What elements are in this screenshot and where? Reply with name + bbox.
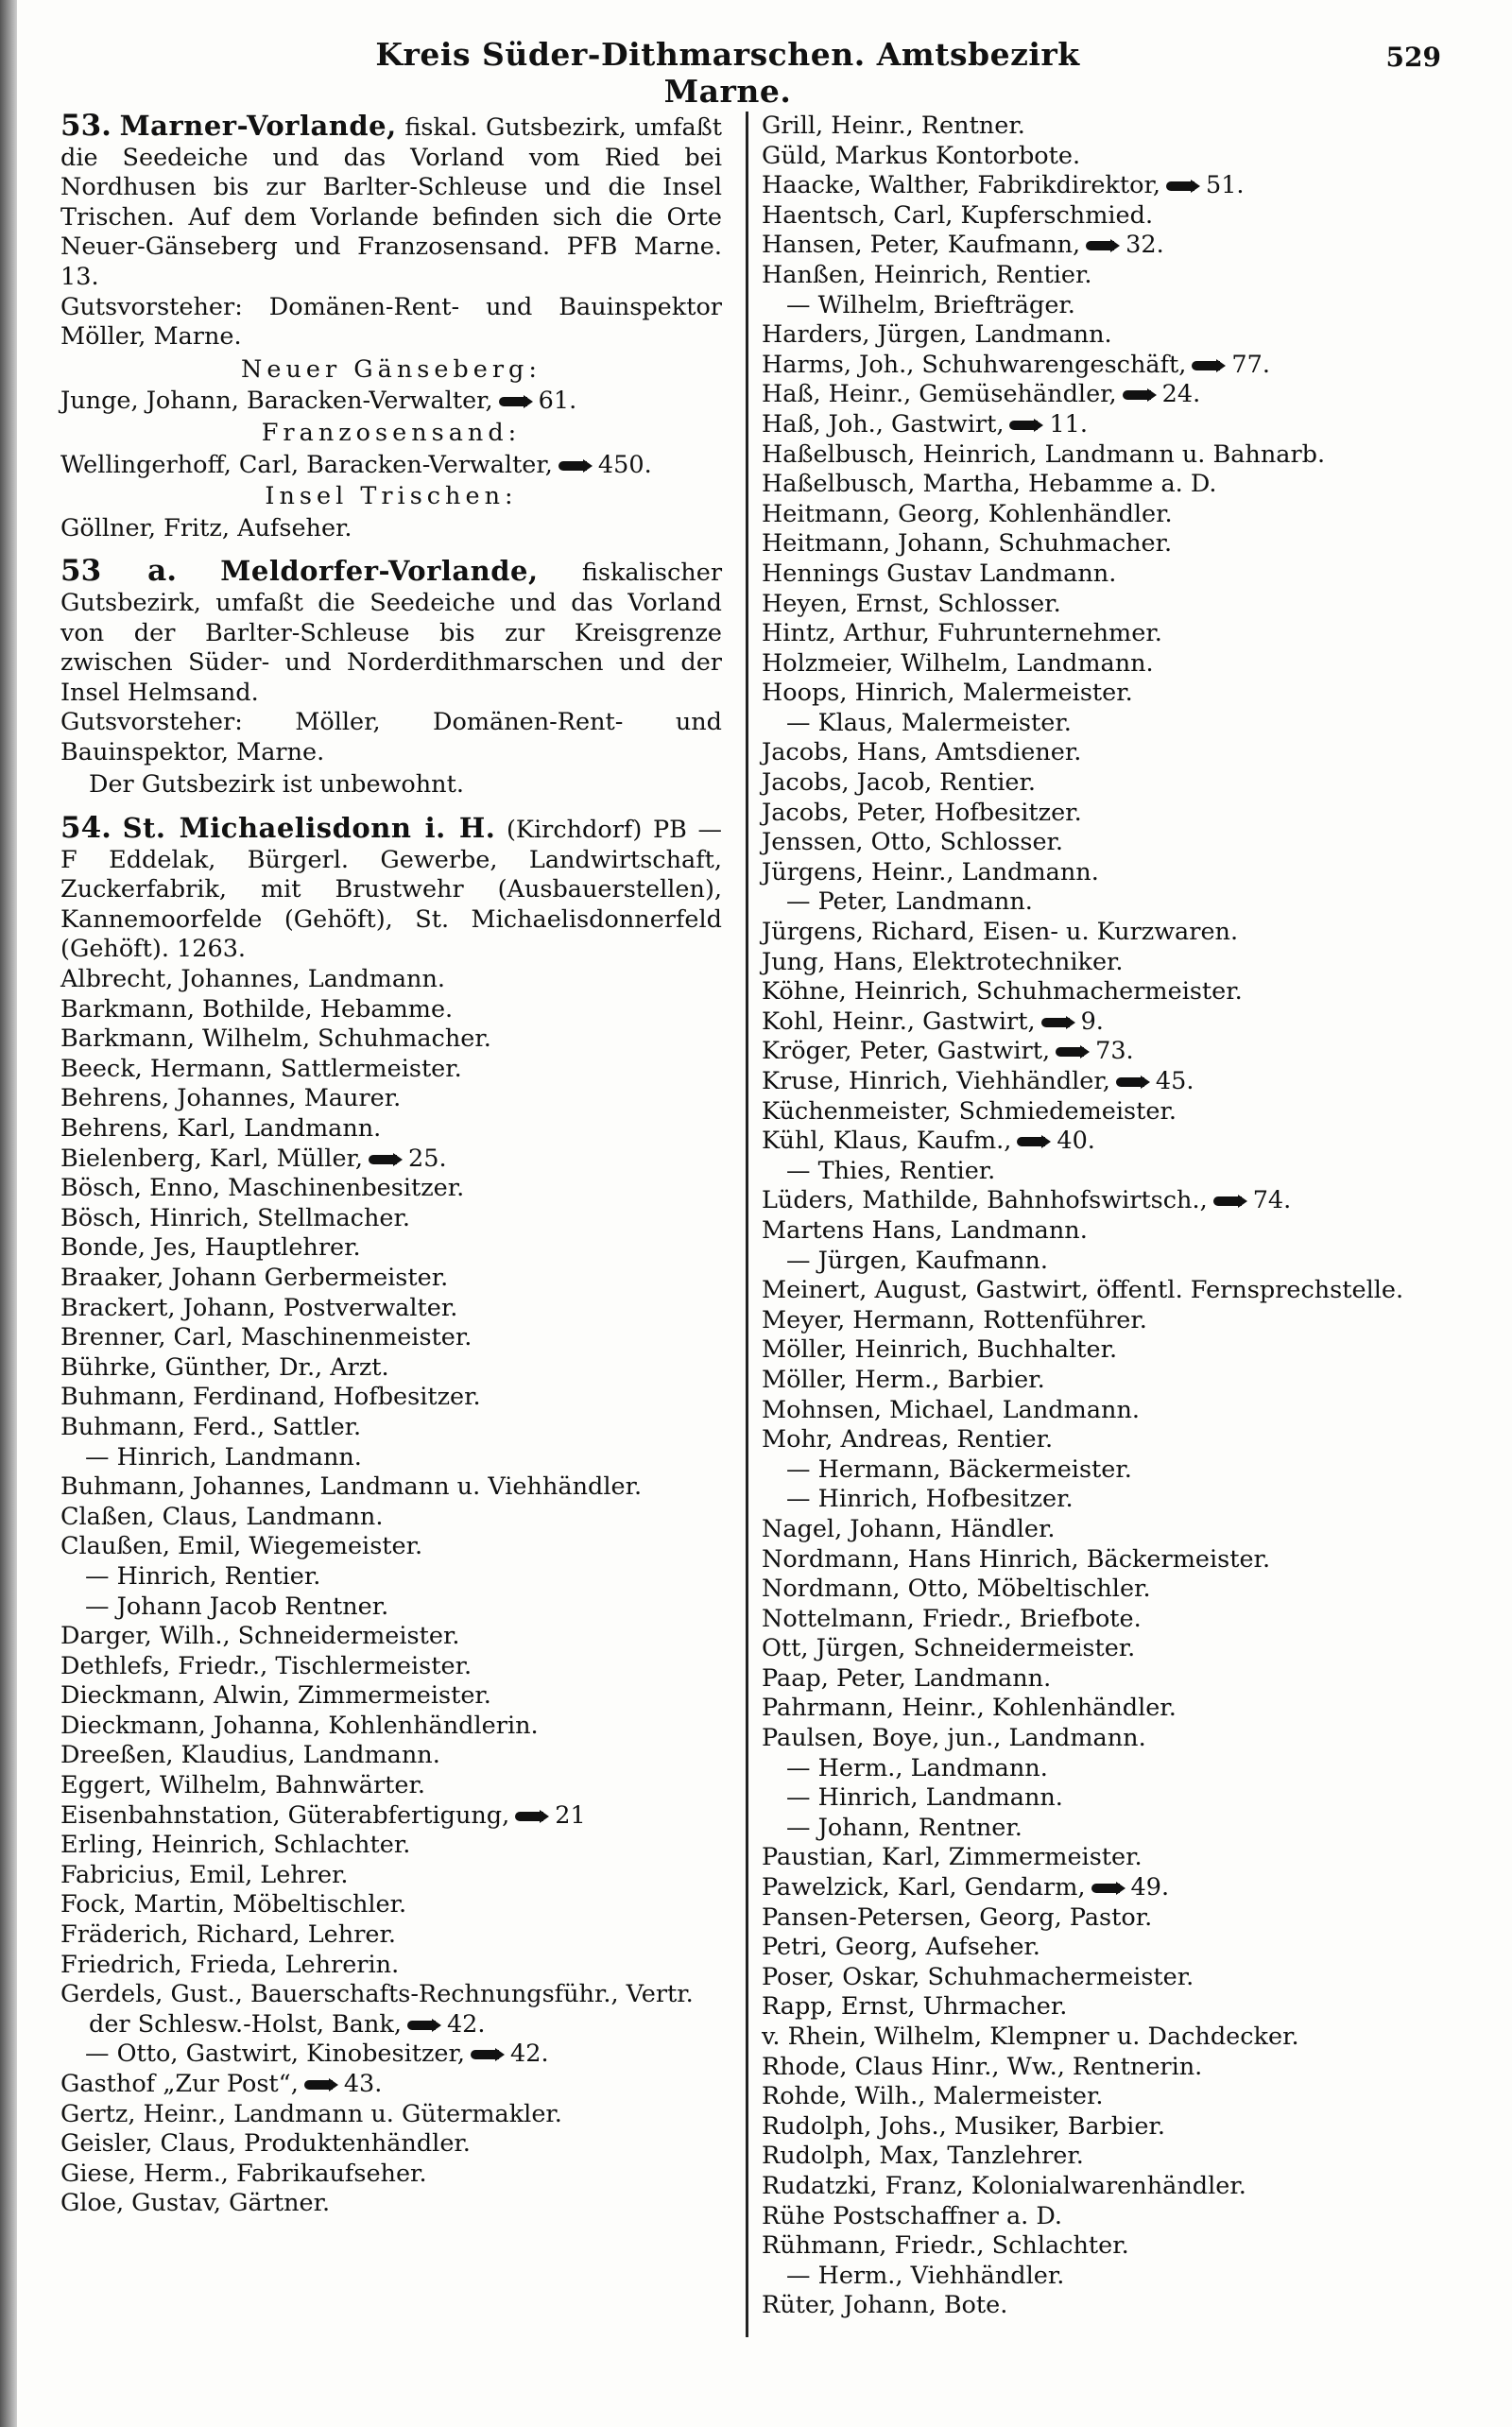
list-item — [762, 619, 1414, 649]
telephone-icon — [1166, 180, 1200, 193]
entry-text: Harms, Joh., Schuhwarengeschäft, — [762, 350, 1187, 379]
telephone-icon — [1091, 1882, 1125, 1895]
list-item — [762, 1366, 1414, 1396]
list-item — [762, 1903, 1414, 1934]
entry-text: Rohde, Wilh., Malermeister. — [762, 2082, 1104, 2111]
entry-text: — Herm., Viehhändler. — [786, 2261, 1065, 2290]
section-description: (Kirchdorf) PB — F Eddelak, Bürgerl. Gewerbe, Landwirtschaft, Zuckerfabrik, mit Brustwehr (Ausbauerstellen), Kannemoorfelde (Gehöft), St. Michaelisdonnerfeld (Gehöft). 1263. — [60, 816, 722, 964]
entry-text: Paap, Peter, Landmann. — [762, 1663, 1052, 1693]
scan-edge — [0, 0, 17, 2427]
entry-text: Dreeßen, Klaudius, Landmann. — [60, 1741, 440, 1770]
list-item — [60, 1443, 722, 1473]
list-item — [60, 1801, 722, 1832]
telephone-icon — [1123, 388, 1157, 402]
list-item — [762, 470, 1414, 500]
list-item — [762, 1754, 1414, 1784]
list-item — [762, 1186, 1414, 1216]
section-name: Meldorfer-Vorlande, — [220, 555, 539, 588]
entry-text: Bührke, Günther, Dr., Arzt. — [60, 1352, 389, 1382]
list-item — [762, 410, 1414, 440]
entry-text: Harders, Jürgen, Landmann. — [762, 320, 1112, 350]
list-item — [762, 291, 1414, 321]
entry-text: Gerdels, Gust., Bauerschafts-Rechnungsführ., Vertr. der Schlesw.-Holst, Bank, — [60, 1980, 694, 2039]
entry-text: Kröger, Peter, Gastwirt, — [762, 1037, 1051, 1066]
list-item — [60, 1174, 722, 1204]
entry-text: Hennings Gustav Landmann. — [762, 559, 1117, 588]
entry-text: — Johann, Rentner. — [786, 1813, 1022, 1842]
telephone-icon — [1086, 239, 1120, 252]
list-item — [762, 918, 1414, 948]
entry-text: Jung, Hans, Elektrotechniker. — [762, 947, 1124, 976]
list-item — [762, 2231, 1414, 2262]
entry-text: Claßen, Claus, Landmann. — [60, 1502, 384, 1531]
entry-text: Friedrich, Frieda, Lehrerin. — [60, 1950, 400, 1979]
entry-text: Bielenberg, Karl, Müller, — [60, 1144, 364, 1173]
entry-text: Eisenbahnstation, Güterabfertigung, — [60, 1800, 510, 1830]
entry-text: Meyer, Hermann, Rottenführer. — [762, 1305, 1147, 1334]
telephone-number: 21 — [555, 1800, 586, 1830]
list-item — [60, 1741, 722, 1771]
entry-text: Nagel, Johann, Händler. — [762, 1514, 1056, 1543]
list-item — [762, 1127, 1414, 1157]
entry-text: Claußen, Emil, Wiegemeister. — [60, 1532, 423, 1561]
list-item — [60, 1532, 722, 1562]
telephone-icon — [407, 2019, 441, 2032]
list-item — [762, 1933, 1414, 1963]
entry-text: Kohl, Heinr., Gastwirt, — [762, 1007, 1036, 1036]
entry-text: Buhmann, Johannes, Landmann u. Viehhändler. — [60, 1472, 643, 1502]
list-item — [762, 529, 1414, 559]
list-item — [762, 1097, 1414, 1127]
list-item — [762, 380, 1414, 410]
entry-text: Poser, Oskar, Schuhmachermeister. — [762, 1962, 1194, 1991]
entry-text: Dieckmann, Johanna, Kohlenhändlerin. — [60, 1711, 539, 1740]
list-item — [60, 2100, 722, 2130]
entry-text: Geisler, Claus, Produktenhändler. — [60, 2129, 471, 2159]
entry-text: Behrens, Karl, Landmann. — [60, 1114, 382, 1143]
entry-text: Giese, Herm., Fabrikaufseher. — [60, 2159, 427, 2188]
list-item — [60, 1055, 722, 1085]
list-item — [60, 1771, 722, 1801]
entry-text: Behrens, Johannes, Maurer. — [60, 1084, 402, 1113]
telephone-number: 40. — [1057, 1127, 1095, 1156]
entry-text: — Herm., Landmann. — [786, 1753, 1048, 1782]
telephone-number: 25. — [408, 1144, 447, 1173]
entry-text: Gasthof „Zur Post“, — [60, 2070, 299, 2098]
page-number: 529 — [1385, 42, 1441, 73]
list-item — [60, 1980, 722, 2040]
telephone-number: 74. — [1252, 1186, 1292, 1215]
entry-text: Hintz, Arthur, Fuhrunternehmer. — [762, 619, 1162, 648]
list-item — [762, 1873, 1414, 1903]
list-item — [762, 320, 1414, 351]
resident-list-left — [60, 965, 722, 2219]
list-item — [762, 112, 1414, 142]
entry-text: Fock, Martin, Möbeltischler. — [60, 1890, 407, 1919]
entry-text: Rühmann, Friedr., Schlachter. — [762, 2231, 1129, 2261]
list-item — [762, 2172, 1414, 2202]
entry-text: v. Rhein, Wilhelm, Klempner u. Dachdecker. — [762, 2022, 1299, 2051]
list-item — [60, 1503, 722, 1533]
list-item — [762, 1963, 1414, 1993]
list-item — [762, 1306, 1414, 1336]
entry-text: Rudolph, Johs., Musiker, Barbier. — [762, 2111, 1165, 2141]
list-item — [60, 1592, 722, 1623]
list-item — [762, 1037, 1414, 1067]
section-description: fiskal. Gutsbezirk, umfaßt die Seedeiche und das Vorland vom Ried bei Nordhusen bis zur Barlter-Schleuse und die Insel Trischen. Auf dem Vorlande befinden sich die Orte Neuer-Gänseberg und Franzosensand. PFB Marne. 13. — [60, 113, 722, 291]
entry-text: Dieckmann, Alwin, Zimmermeister. — [60, 1681, 491, 1711]
list-item — [762, 171, 1414, 201]
list-item — [762, 1575, 1414, 1605]
place-label-neuer-gaenseberg: Neuer Gänseberg: — [241, 354, 541, 384]
entry-text: Bösch, Hinrich, Stellmacher. — [60, 1203, 410, 1232]
list-item — [762, 1067, 1414, 1097]
entry-text: Köhne, Heinrich, Schuhmachermeister. — [762, 977, 1243, 1007]
list-item — [60, 1472, 722, 1503]
list-item — [60, 995, 722, 1025]
telephone-icon — [1056, 1045, 1090, 1059]
section-name: St. Michaelisdonn i. H. — [122, 812, 496, 845]
list-item — [60, 1353, 722, 1384]
entry-text: Brackert, Johann, Postverwalter. — [60, 1293, 458, 1322]
entry-text: Güld, Markus Kontorbote. — [762, 141, 1081, 170]
left-column — [60, 109, 723, 2219]
entry-text: Kühl, Klaus, Kaufm., — [762, 1127, 1012, 1156]
entry-text: Rudatzki, Franz, Kolonialwarenhändler. — [762, 2171, 1246, 2200]
right-column — [762, 112, 1414, 2321]
list-item — [762, 1425, 1414, 1455]
entry-text: Heitmann, Georg, Kohlenhändler. — [762, 499, 1173, 528]
list-item — [762, 559, 1414, 590]
entry-text: Haß, Joh., Gastwirt, — [762, 409, 1005, 439]
entry-text: Dethlefs, Friedr., Tischlermeister. — [60, 1651, 472, 1680]
list-item — [762, 590, 1414, 620]
section-number: 53. — [60, 109, 112, 143]
telephone-icon — [1009, 419, 1043, 432]
list-item — [762, 2202, 1414, 2232]
list-item — [762, 977, 1414, 1007]
entry-text: Mohnsen, Michael, Landmann. — [762, 1395, 1140, 1424]
entry-text: Buhmann, Ferdinand, Hofbesitzer. — [60, 1383, 481, 1412]
entry-text: Paustian, Karl, Zimmermeister. — [762, 1843, 1143, 1872]
entry-text: Braaker, Johann Gerbermeister. — [60, 1263, 449, 1292]
list-item — [762, 1247, 1414, 1277]
list-item — [762, 1455, 1414, 1486]
entry-text: Nottelmann, Friedr., Briefbote. — [762, 1604, 1142, 1633]
list-item — [762, 1396, 1414, 1426]
section-number: 53 a. — [60, 554, 177, 589]
entry-text: Jürgens, Richard, Eisen- u. Kurzwaren. — [762, 918, 1239, 947]
list-item — [762, 1843, 1414, 1873]
entry-text: Haentsch, Carl, Kupferschmied. — [762, 200, 1154, 230]
list-item — [60, 1712, 722, 1742]
list-item — [762, 768, 1414, 799]
telephone-number: 73. — [1095, 1037, 1134, 1066]
telephone-icon — [558, 459, 593, 473]
list-item — [60, 2189, 722, 2219]
list-item — [762, 2022, 1414, 2053]
telephone-number: 77. — [1231, 350, 1270, 379]
entry-text: Kruse, Hinrich, Viehhändler, — [762, 1067, 1110, 1095]
list-item — [762, 887, 1414, 918]
entry-text: Holzmeier, Wilhelm, Landmann. — [762, 648, 1154, 678]
list-item — [60, 1145, 722, 1175]
telephone-number: 9. — [1080, 1007, 1104, 1036]
entry-text: Hanßen, Heinrich, Rentier. — [762, 260, 1092, 289]
entry-text: Barkmann, Wilhelm, Schuhmacher. — [60, 1024, 491, 1054]
list-item — [762, 1007, 1414, 1038]
list-item: Göllner, Fritz, Aufseher. — [60, 513, 352, 542]
gutsvorsteher-53: Gutsvorsteher: Domänen-Rent- und Bauinspektor Möller, Marne. — [60, 292, 722, 352]
list-item — [60, 1920, 722, 1951]
list-item — [762, 2262, 1414, 2292]
list-item — [762, 1992, 1414, 2022]
telephone-number: 51. — [1205, 171, 1245, 200]
list-item — [60, 2129, 722, 2160]
entry-text: Heitmann, Johann, Schuhmacher. — [762, 529, 1173, 559]
entry-text: Beeck, Hermann, Sattlermeister. — [60, 1054, 462, 1083]
entry-text: — Hinrich, Landmann. — [786, 1783, 1063, 1813]
entry-text: Grill, Heinr., Rentner. — [762, 112, 1025, 140]
section-53a — [60, 554, 723, 708]
telephone-icon — [1213, 1195, 1247, 1208]
entry-text: Buhmann, Ferd., Sattler. — [60, 1412, 362, 1441]
list-item — [762, 201, 1414, 232]
list-item — [762, 679, 1414, 709]
entry-text: — Peter, Landmann. — [786, 887, 1033, 917]
entry-text: Jacobs, Jacob, Rentier. — [762, 768, 1036, 798]
list-item — [762, 142, 1414, 172]
entry-text: — Thies, Rentier. — [786, 1156, 996, 1185]
list-item — [60, 1204, 722, 1234]
list-item — [60, 1323, 722, 1353]
entry-text: Brenner, Carl, Maschinenmeister. — [60, 1323, 472, 1352]
entry-text: Jürgens, Heinr., Landmann. — [762, 857, 1099, 886]
list-item — [762, 828, 1414, 858]
list-item — [762, 709, 1414, 739]
list-item — [60, 1951, 722, 1981]
entry-text: Rhode, Claus Hinr., Ww., Rentnerin. — [762, 2052, 1203, 2081]
list-item — [762, 948, 1414, 978]
list-item — [762, 2112, 1414, 2143]
resident-list-right — [762, 112, 1414, 2321]
telephone-icon — [1116, 1076, 1150, 1089]
entry-text: Rudolph, Max, Tanzlehrer. — [762, 2142, 1084, 2171]
list-item — [762, 1634, 1414, 1664]
entry-text: Rühe Postschaffner a. D. — [762, 2201, 1063, 2230]
place-label-insel-trischen: Insel Trischen: — [265, 482, 518, 511]
entry-text: Fräderich, Richard, Lehrer. — [60, 1920, 396, 1950]
list-item — [762, 500, 1414, 530]
list-item — [60, 1622, 722, 1652]
entry-text: Mohr, Andreas, Rentier. — [762, 1425, 1054, 1454]
telephone-icon — [1017, 1135, 1051, 1148]
entry-text: Heyen, Ernst, Schlosser. — [762, 589, 1061, 618]
entry-text: Haß, Heinr., Gemüsehändler, — [762, 380, 1117, 409]
telephone-icon — [1192, 359, 1226, 372]
running-head: Kreis Süder-Dithmarschen. Amtsbezirk Marne. — [375, 36, 1080, 110]
list-item — [60, 2070, 722, 2100]
list-item — [60, 1114, 722, 1145]
list-item — [60, 1024, 722, 1055]
list-item — [762, 2142, 1414, 2172]
entry-text: Fabricius, Emil, Lehrer. — [60, 1860, 349, 1889]
entry-text: Möller, Herm., Barbier. — [762, 1365, 1045, 1394]
telephone-number: 11. — [1049, 409, 1088, 439]
list-item — [60, 1681, 722, 1712]
list-item — [60, 1383, 722, 1413]
entry-text: — Johann Jacob Rentner. — [85, 1592, 389, 1621]
entry-text: Möller, Heinrich, Buchhalter. — [762, 1335, 1118, 1365]
telephone-number: 32. — [1125, 231, 1164, 260]
entry-text: — Wilhelm, Briefträger. — [786, 290, 1075, 319]
list-item — [60, 1413, 722, 1443]
list-item — [762, 1814, 1414, 1844]
gutsvorsteher-53a: Gutsvorsteher: Möller, Domänen-Rent- und Bauinspektor, Marne. — [60, 708, 722, 766]
list-item — [762, 1694, 1414, 1724]
entry-text: Pahrmann, Heinr., Kohlenhändler. — [762, 1694, 1177, 1723]
list-item — [762, 1783, 1414, 1814]
section-description: fiskalischer Gutsbezirk, umfaßt die Seedeiche und das Vorland von der Barlter-Schleuse bis zur Kreisgrenze zwischen Süder- und Norderdithmarschen und der Insel Helmsand. — [60, 559, 723, 707]
entry-text: Haacke, Walther, Fabrikdirektor, — [762, 171, 1160, 200]
entry-text: Küchenmeister, Schmiedemeister. — [762, 1096, 1177, 1126]
section-name: Marner-Vorlande, — [119, 110, 397, 142]
entry-text: Nordmann, Hans Hinrich, Bäckermeister. — [762, 1544, 1271, 1574]
entry-text: Hoops, Hinrich, Malermeister. — [762, 679, 1133, 708]
entry-text: Ott, Jürgen, Schneidermeister. — [762, 1634, 1136, 1663]
list-item — [762, 1335, 1414, 1366]
entry-text: — Otto, Gastwirt, Kinobesitzer, — [85, 2040, 466, 2069]
list-item — [762, 1276, 1414, 1306]
entry-text: Martens Hans, Landmann. — [762, 1215, 1088, 1245]
entry-text: — Hinrich, Rentier. — [85, 1561, 321, 1591]
list-item — [60, 1652, 722, 1682]
entry-text: Jacobs, Hans, Amtsdiener. — [762, 738, 1082, 767]
entry-text: Haßelbusch, Heinrich, Landmann u. Bahnarb. — [762, 439, 1326, 469]
entry-text: — Klaus, Malermeister. — [786, 708, 1072, 737]
entry-text: Gertz, Heinr., Landmann u. Gütermakler. — [60, 2099, 562, 2128]
list-item — [762, 1724, 1414, 1754]
entry-text: Rapp, Ernst, Uhrmacher. — [762, 1992, 1068, 2022]
list-item — [762, 2082, 1414, 2112]
entry-text: Paulsen, Boye, jun., Landmann. — [762, 1724, 1146, 1753]
entry-text: — Hinrich, Landmann. — [85, 1442, 362, 1472]
entry-text: Pawelzick, Karl, Gendarm, — [762, 1873, 1086, 1902]
entry-text: Petri, Georg, Aufseher. — [762, 1933, 1040, 1962]
entry-text: Lüders, Mathilde, Bahnhofswirtsch., — [762, 1186, 1208, 1215]
entry-text: Barkmann, Bothilde, Hebamme. — [60, 994, 454, 1024]
telephone-number: 24. — [1161, 380, 1201, 409]
list-item — [60, 2040, 722, 2070]
list-item — [60, 1562, 722, 1592]
entry-text: — Hermann, Bäckermeister. — [786, 1454, 1132, 1484]
list-item — [762, 738, 1414, 768]
list-item — [762, 858, 1414, 888]
telephone-icon — [1041, 1016, 1075, 1029]
telephone-number: 42. — [510, 2040, 549, 2069]
list-item — [762, 261, 1414, 291]
entry-text: Haßelbusch, Martha, Hebamme a. D. — [762, 470, 1217, 499]
telephone-icon — [369, 1153, 403, 1166]
list-item — [762, 1485, 1414, 1515]
entry-text: Bonde, Jes, Hauptlehrer. — [60, 1233, 361, 1263]
entry-text: — Hinrich, Hofbesitzer. — [786, 1485, 1074, 1514]
list-item — [762, 1515, 1414, 1545]
place-label-franzosensand: Franzosensand: — [261, 418, 522, 447]
list-item — [60, 1264, 722, 1294]
entry-text: Meinert, August, Gastwirt, öffentl. Fernsprechstelle. — [762, 1276, 1404, 1305]
list-item — [60, 1890, 722, 1920]
list-item: Wellingerhoff, Carl, Baracken-Verwalter, 450. — [60, 450, 652, 479]
telephone-icon — [499, 395, 533, 408]
entry-text: Rüter, Johann, Bote. — [762, 2291, 1008, 2320]
entry-text: Bösch, Enno, Maschinenbesitzer. — [60, 1174, 465, 1203]
telephone-icon — [515, 1810, 549, 1823]
list-item — [60, 1831, 722, 1861]
list-item — [762, 1545, 1414, 1575]
list-item — [762, 2053, 1414, 2083]
section-number: 54. — [60, 811, 112, 846]
list-item — [60, 1861, 722, 1891]
list-item — [762, 1664, 1414, 1695]
entry-text: Erling, Heinrich, Schlachter. — [60, 1831, 411, 1860]
list-item — [762, 440, 1414, 471]
list-item — [60, 1294, 722, 1324]
list-item — [762, 1605, 1414, 1635]
entry-text: Darger, Wilh., Schneidermeister. — [60, 1622, 460, 1651]
list-item: Junge, Johann, Baracken-Verwalter, 61. — [60, 387, 577, 416]
entry-text: Jacobs, Peter, Hofbesitzer. — [762, 798, 1082, 827]
telephone-number: 45. — [1155, 1067, 1194, 1095]
list-item — [60, 1084, 722, 1114]
telephone-icon — [471, 2048, 505, 2061]
telephone-number: 43. — [343, 2070, 383, 2098]
list-item — [60, 965, 722, 995]
list-item — [762, 1216, 1414, 1247]
entry-text: Nordmann, Otto, Möbeltischler. — [762, 1575, 1151, 1604]
entry-text: Albrecht, Johannes, Landmann. — [60, 965, 445, 994]
entry-text: Pansen-Petersen, Georg, Pastor. — [762, 1902, 1153, 1932]
list-item — [60, 1233, 722, 1264]
entry-text: Eggert, Wilhelm, Bahnwärter. — [60, 1771, 425, 1800]
entry-text: Gloe, Gustav, Gärtner. — [60, 2189, 331, 2218]
column-divider — [746, 112, 748, 2337]
list-item — [762, 2291, 1414, 2321]
list-item — [762, 649, 1414, 680]
list-item — [762, 1157, 1414, 1187]
entry-text: Jenssen, Otto, Schlosser. — [762, 828, 1064, 857]
list-item — [762, 231, 1414, 261]
list-item — [762, 799, 1414, 829]
section-note: Der Gutsbezirk ist unbewohnt. — [89, 770, 464, 800]
section-54 — [60, 811, 722, 965]
telephone-icon — [304, 2078, 338, 2091]
entry-text: — Jürgen, Kaufmann. — [786, 1246, 1048, 1275]
list-item — [762, 351, 1414, 381]
section-53 — [60, 109, 722, 293]
list-item — [60, 2160, 722, 2190]
telephone-number: 49. — [1130, 1873, 1170, 1902]
telephone-number: 42. — [446, 2009, 486, 2039]
entry-text: Hansen, Peter, Kaufmann, — [762, 231, 1081, 260]
